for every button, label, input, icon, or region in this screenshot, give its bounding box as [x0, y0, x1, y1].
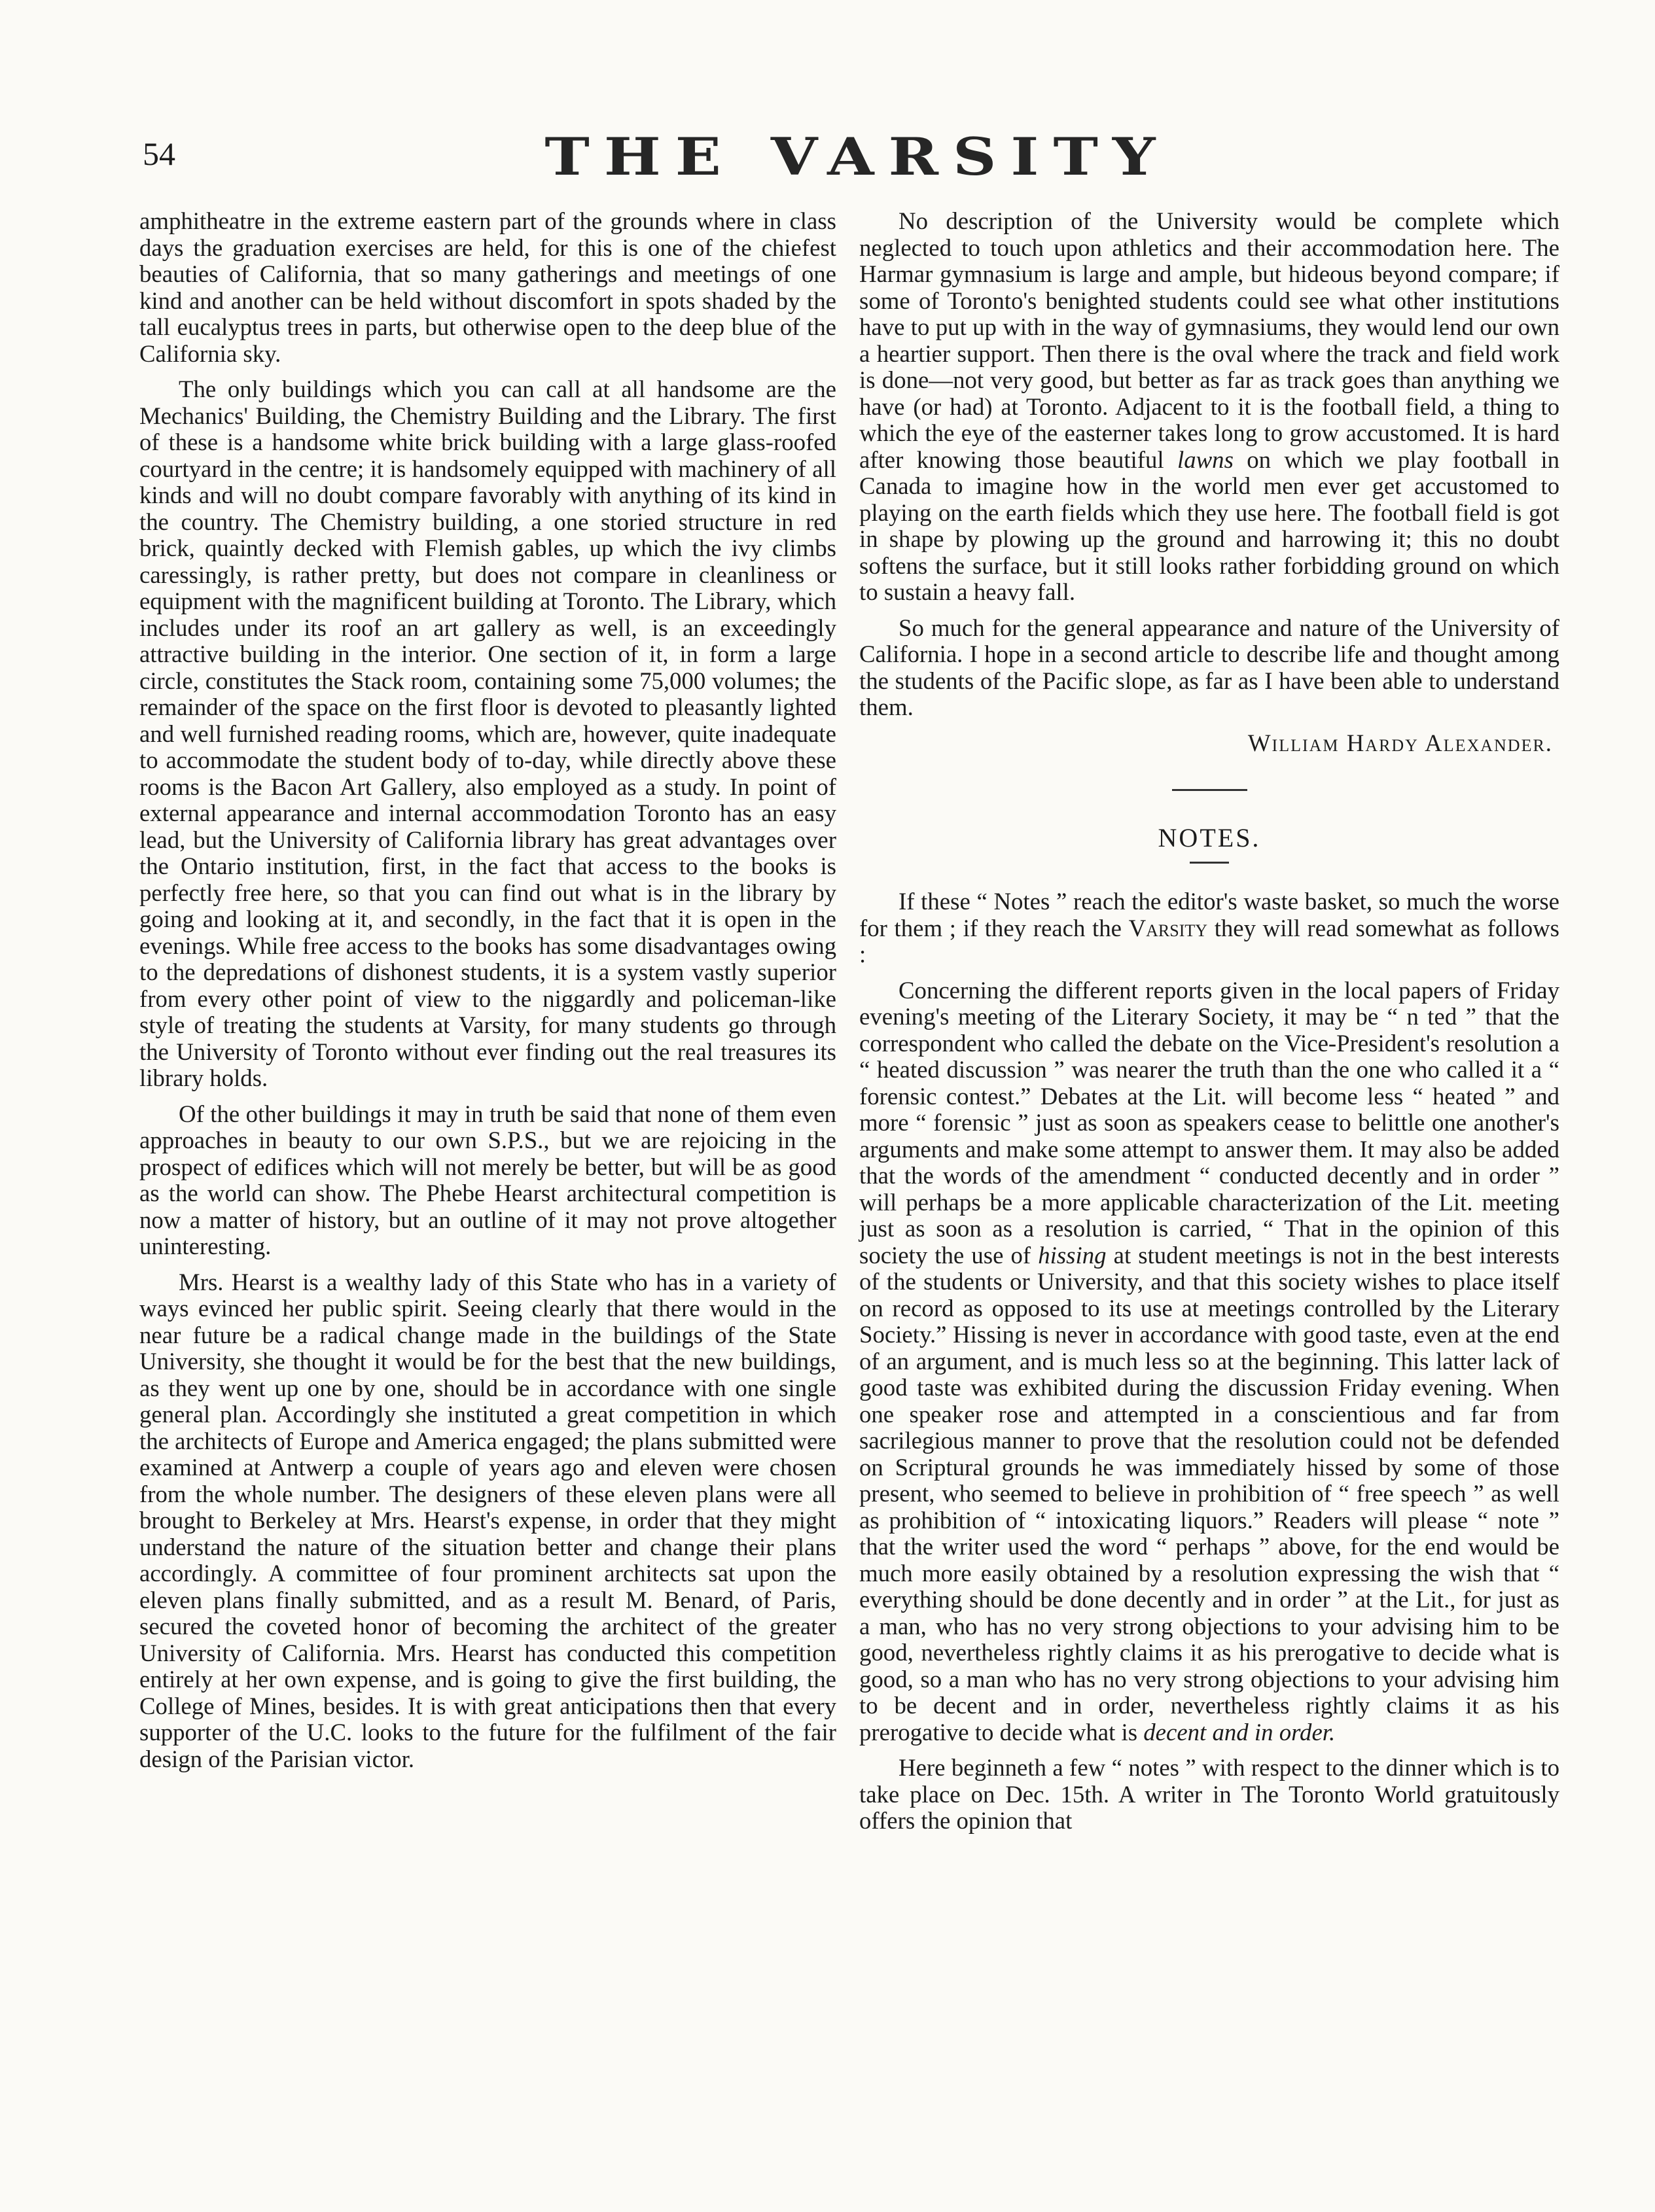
- text-run: No description of the University would be complete which neglected to touch upon athletics and their accommodation here. The Harmar gymnasium is large and ample, but hideous beyond compare; if some of Toronto's benighted students could see what other institutions have to put up with in the way of gymnasiums, they would lend our own a heartier support. Then there is the oval where the track and field work is done—not very good, but better as far as track goes than anything we have (or had) at Toronto. Adjacent to it is the football field, a thing to which the eye of the easterner takes long to grow accustomed. It is hard after knowing those beautiful: [859, 207, 1559, 473]
- divider-rule: [1172, 789, 1247, 791]
- text-run: at student meetings is not in the best interests of the students or University, and that this society wishes to place itself on record as opposed to its use at meetings controlled by the Literary Society.” Hissing is never in accordance with good taste, even at the end of an argument, and is much less so at the beginning. This latter lack of good taste was exhibited during the discussion Friday evening. When one speaker rose and attempted in a conscientious and far from sacrilegious manner to prove that the resolution could not be defended on Scriptural grounds he was immediately hissed by some of those present, who seemed to believe in prohibition of “ free speech ” as well as prohibition of “ intoxicating liquors.” Readers will please “ note ” that the writer used the word “ perhaps ” above, for the end would be much more easily obtained by a resolution expressing the wish that “ everything should be done decently and in order ” at the Lit., for just as a man, who has no very strong objections to your advising him to be good, nevertheless rightly claims it as his prerogative to decide what is good, so a man who has no very strong objections to your advising him to be decent and in order, nevertheless rightly claims it as his prerogative to decide what is: [859, 1241, 1560, 1746]
- italic-text: hissing: [1038, 1241, 1107, 1269]
- text-run: Concerning the different reports given in the local papers of Friday evening's meeting of the Literary Society, it may be “ n ted ” that the correspondent who called the debate on the Vice-President's resolution a “ heated discussion ” was nearer the truth than the one who called it a “ forensic contest.” Debates at the Lit. will become less “ heated ” and more “ forensic ” just as soon as speakers cease to belittle one another's arguments and make some attempt to answer them. It may also be added that the words of the amendment “ conducted decently and in order ” will perhaps be a more applicable characterization of the Lit. meeting just as soon as a resolution is carried, “ That in the opinion of this society the use of: [859, 976, 1559, 1269]
- masthead-title: THE VARSITY: [544, 127, 1170, 187]
- right-column: [859, 208, 1559, 1844]
- paragraph: Of the other buildings it may in truth be said that none of them even approaches in beauty to our own S.P.S., but we are rejoicing in the prospect of edifices which will not merely be better, but will be as good as the world can show. The Phebe Hearst architectural competition is now a matter of history, but an outline of it may not prove altogether uninteresting.: [139, 1100, 836, 1259]
- paragraph: The only buildings which you can call at all handsome are the Mechanics' Building, the Chemistry Building and the Library. The first of these is a handsome white brick building with a large glass-roofed courtyard in the centre; it is handsomely equipped with machinery of all kinds and will no doubt compare favorably with anything of its kind in the country. The Chemistry building, a one storied structure in red brick, quaintly decked with Flemish gables, up which the ivy climbs caressingly, is rather pretty, but does not compare in cleanliness or equipment with the magnificent building at Toronto. The Library, which includes under its roof an art gallery as well, is an exceedingly attractive building in the interior. One section of it, in form a large circle, constitutes the Stack room, containing some 75,000 volumes; the remainder of the space on the first floor is devoted to pleasantly lighted and well furnished reading rooms, which are, however, quite inadequate to accommodate the student body of to-day, while directly above these rooms is the Bacon Art Gallery, also employed as a study. In point of external appearance and internal accommodation Toronto has an easy lead, but the University of California library has great advantages over the Ontario institution, first, in the fact that access to the books is perfectly free here, so that you can find out what is in the library by going and looking at it, and secondly, in the fact that it is open in the evenings. While free access to the books has some disadvantages owing to the depredations of dishonest students, it is a system vastly superior from every other point of view to the niggardly and policeman-like style of treating the students at Varsity, for many students go through the University of Toronto without ever finding out the real treasures its library holds.: [139, 376, 836, 1091]
- paragraph: So much for the general appearance and nature of the University of California. I hope in a second article to describe life and thought among the students of the Pacific slope, as far as I have been able to understand them.: [859, 614, 1559, 720]
- paragraph: amphitheatre in the extreme eastern part of the grounds where in class days the graduation exercises are held, for this is one of the chiefest beauties of California, that so many gatherings and meetings of one kind and another can be held without discomfort in spots shaded by the tall eucalyptus trees in parts, but otherwise open to the deep blue of the California sky.: [139, 207, 836, 367]
- italic-text: lawns: [1177, 446, 1234, 473]
- paragraph: [859, 977, 1559, 1746]
- divider-rule: [1190, 862, 1229, 864]
- text-run: If these “ Notes ” reach the editor's waste basket, so much the worse for them ; if they reach the: [859, 888, 1559, 941]
- author-signature: William Hardy Alexander.: [1247, 729, 1553, 756]
- small-caps-text: Varsity: [1128, 914, 1208, 941]
- paragraph: Mrs. Hearst is a wealthy lady of this State who has in a variety of ways evinced her public spirit. Seeing clearly that there would in the near future be a radical change made in the buildings of the State University, she thought it would be for the best that the new buildings, as they went up one by one, should be in accordance with one single general plan. Accordingly she instituted a great competition in which the architects of Europe and America engaged; the plans submitted were examined at Antwerp a couple of years ago and eleven were chosen from the whole number. The designers of these eleven plans were all brought to Berkeley at Mrs. Hearst's expense, in order that they might understand the nature of the situation better and change their plans accordingly. A committee of four prominent architects sat upon the eleven plans finally submitted, and as a result M. Benard, of Paris, secured the coveted honor of becoming the architect of the greater University of California. Mrs. Hearst has conducted this competition entirely at her own expense, and is going to give the first building, the College of Mines, besides. It is with great anticipations then that every supporter of the U.C. looks to the future for the fulfilment of the fair design of the Parisian victor.: [139, 1268, 836, 1772]
- paragraph: [859, 208, 1559, 606]
- text-run: they will read somewhat as follows :: [859, 914, 1560, 968]
- paragraph: [859, 888, 1559, 968]
- paragraph: Here beginneth a few “ notes ” with respect to the dinner which is to take place on Dec. 15th. A writer in The Toronto World gratuitously offers the opinion that: [859, 1754, 1559, 1834]
- left-column: [139, 208, 836, 1782]
- section-heading: NOTES.: [1158, 823, 1261, 852]
- text-run: on which we play football in Canada to imagine how in the world men ever get accustomed to playing on the earth fields which they use here. The football field is got in shape by plowing up the ground and harrowing it; this no doubt softens the surface, but it still looks rather forbidding ground on which to sustain a heavy fall.: [859, 446, 1559, 605]
- italic-text: decent and in order.: [1143, 1718, 1336, 1746]
- page-number: 54: [143, 135, 175, 172]
